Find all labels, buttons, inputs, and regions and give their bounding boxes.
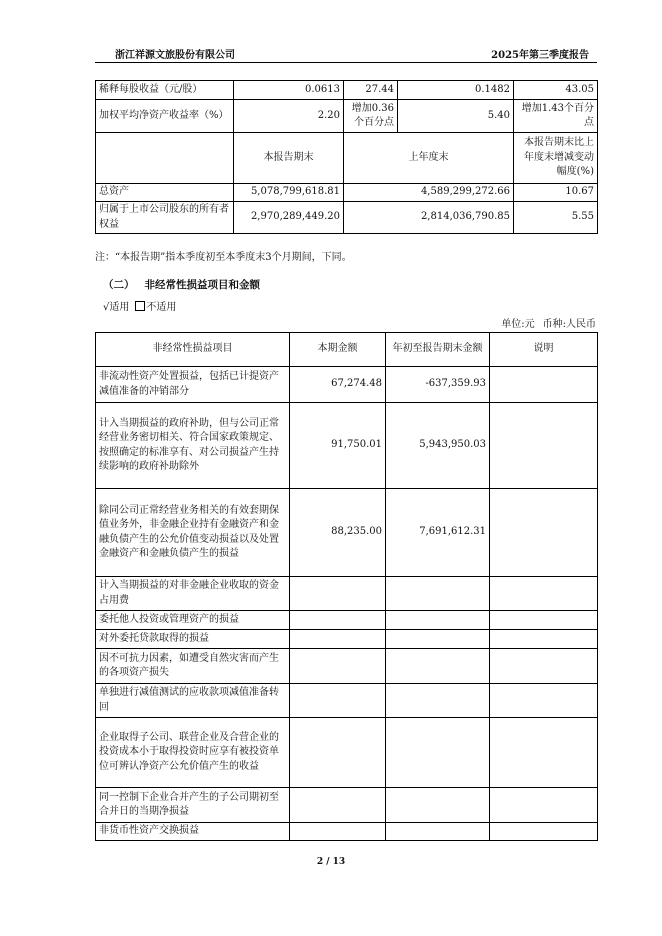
not-applicable-option: 不适用 [146,302,177,313]
amount-cell [290,823,386,841]
row-label: 归属于上市公司股东的所有者权益 [96,202,234,234]
table-row [96,577,598,611]
column-header: 本报告期末 [234,133,344,184]
table-cell: 2,814,036,790.85 [344,202,514,234]
amount-cell [386,577,490,611]
table-row [96,202,598,234]
amount-cell: -637,359.93 [386,367,490,403]
table-row [96,184,598,202]
table-cell: 增加0.36个百分点 [344,100,398,133]
table-cell: 2.20 [234,100,344,133]
unit-label: 单位:元 [501,319,535,330]
table-cell: 0.0613 [234,81,344,100]
amount-cell [290,649,386,684]
item-cell: 非流动性资产处置损益，包括已计提资产减值准备的冲销部分 [96,367,290,403]
item-cell: 同一控制下企业合并产生的子公司期初至合并日的当期净损益 [96,788,290,823]
table-row [96,81,598,100]
item-cell: 委托他人投资或管理资产的损益 [96,611,290,630]
financial-indicators-table [95,80,598,234]
table-row [96,649,598,684]
row-label: 稀释每股收益（元/股） [96,81,234,100]
table-cell: 4,589,299,272.66 [344,184,514,202]
row-label: 加权平均净资产收益率（%） [96,100,234,133]
table-row [96,823,598,841]
table-row [96,403,598,489]
amount-cell [386,718,490,788]
remark-cell [490,611,598,630]
item-cell: 非货币性资产交换损益 [96,823,290,841]
amount-cell: 67,274.48 [290,367,386,403]
table-row [96,718,598,788]
amount-cell [386,788,490,823]
item-cell: 计入当期损益的政府补助，但与公司正常经营业务密切相关、符合国家政策规定、按照确定的标准享有、对公司损益产生持续影响的政府补助除外 [96,403,290,489]
applicability-options [103,298,176,313]
amount-cell [290,630,386,649]
table-header-row [96,333,598,367]
unit-line [501,315,596,330]
remark-cell [490,649,598,684]
column-header: 本期金额 [290,333,386,367]
amount-cell [290,577,386,611]
column-header: 年初至报告期末金额 [386,333,490,367]
table-cell: 增加1.43个百分点 [514,100,598,133]
amount-cell [386,649,490,684]
empty-cell [96,133,234,184]
column-header: 说明 [490,333,598,367]
column-header: 上年度末 [344,133,514,184]
table-row [96,788,598,823]
checkbox-icon [135,301,145,311]
section-number: （二） [103,279,135,291]
amount-cell [290,611,386,630]
company-name: 浙江祥源文旅股份有限公司 [115,50,235,61]
table-cell: 5.40 [398,100,514,133]
currency-label: 币种:人民币 [542,319,596,330]
amount-cell: 5,943,950.03 [386,403,490,489]
item-cell: 除同公司正常经营业务相关的有效套期保值业务外，非金融企业持有金融资产和金融负债产生的公允价值变动损益以及处置金融资产和金融负债产生的损益 [96,489,290,577]
amount-cell: 88,235.00 [290,489,386,577]
table-row [96,489,598,577]
amount-cell [290,684,386,718]
table-row [96,684,598,718]
table-cell: 0.1482 [398,81,514,100]
amount-cell [290,718,386,788]
column-header: 本报告期末比上年度末增减变动幅度(%) [514,133,598,184]
table-cell: 5.55 [514,202,598,234]
applicable-option: √适用 [103,302,130,313]
table-row [96,100,598,133]
column-header: 非经常性损益项目 [96,333,290,367]
remark-cell [490,489,598,577]
non-recurring-items-table [95,332,598,841]
amount-cell: 7,691,612.31 [386,489,490,577]
remark-cell [490,577,598,611]
table-cell: 5,078,799,618.81 [234,184,344,202]
table-row [96,630,598,649]
report-title: 2025年第三季度报告 [491,50,589,61]
table-cell: 2,970,289,449.20 [234,202,344,234]
table-cell: 27.44 [344,81,398,100]
table-row [96,611,598,630]
remark-cell [490,718,598,788]
table-subheader-row [96,133,598,184]
item-cell: 单独进行减值测试的应收款项减值准备转回 [96,684,290,718]
table-row [96,367,598,403]
row-label: 总资产 [96,184,234,202]
amount-cell [386,684,490,718]
remark-cell [490,788,598,823]
item-cell: 因不可抗力因素，如遭受自然灾害而产生的各项资产损失 [96,649,290,684]
item-cell: 计入当期损益的对非金融企业收取的资金占用费 [96,577,290,611]
header-divider [95,62,597,63]
table-cell: 10.67 [514,184,598,202]
note-text: 注：“本报告期”指本季度初至本季度末3个月期间，下同。 [95,252,352,263]
amount-cell: 91,750.01 [290,403,386,489]
amount-cell [290,788,386,823]
item-cell: 对外委托贷款取得的损益 [96,630,290,649]
table-cell: 43.05 [514,81,598,100]
remark-cell [490,823,598,841]
remark-cell [490,403,598,489]
amount-cell [386,611,490,630]
item-cell: 企业取得子公司、联营企业及合营企业的投资成本小于取得投资时应享有被投资单位可辨认净资产公允价值产生的收益 [96,718,290,788]
section-heading [103,277,260,292]
amount-cell [386,823,490,841]
remark-cell [490,630,598,649]
amount-cell [386,630,490,649]
remark-cell [490,367,598,403]
remark-cell [490,684,598,718]
page-number: 2 / 13 [316,857,346,867]
section-title: 非经常性损益项目和金额 [144,279,260,291]
